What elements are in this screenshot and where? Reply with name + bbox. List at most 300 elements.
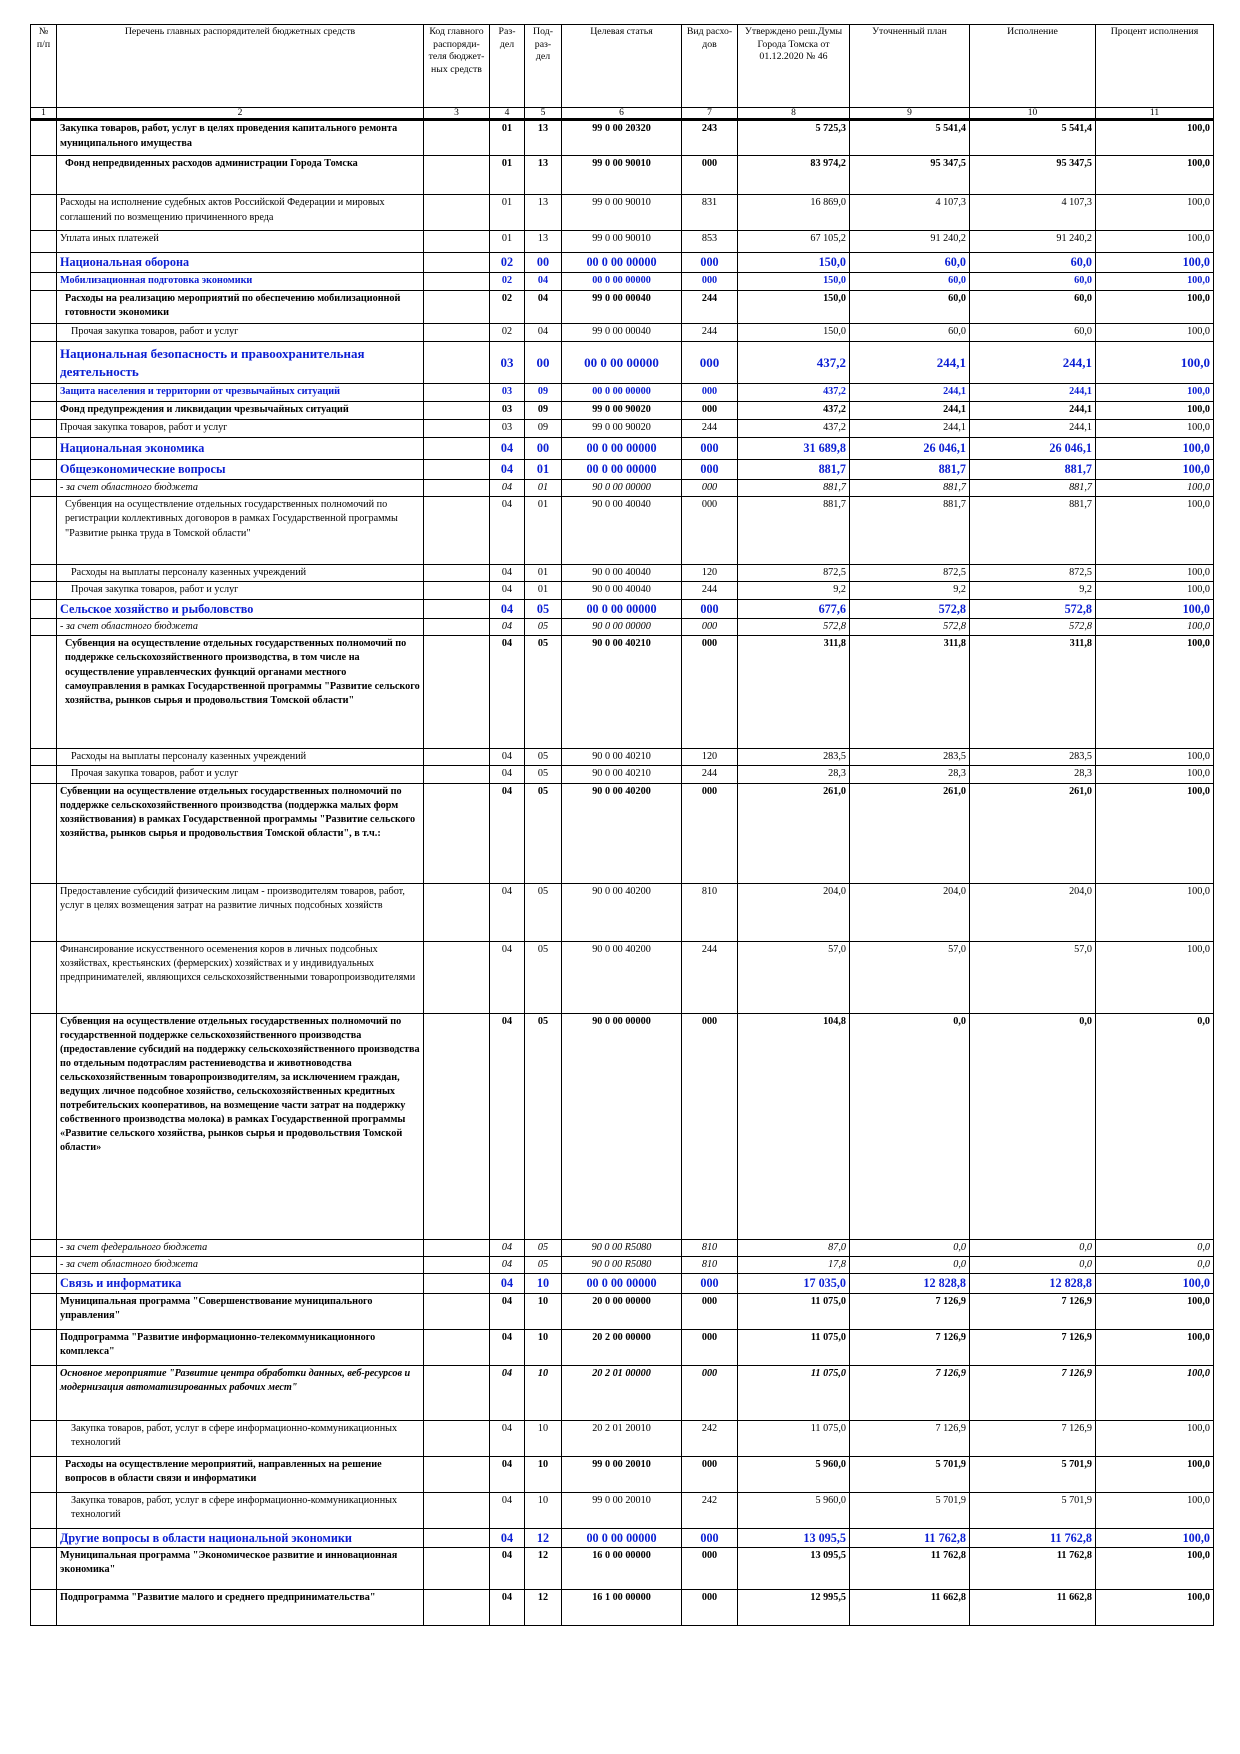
table-row [31, 883, 1214, 941]
cell-plan: 7 126,9 [850, 1365, 970, 1420]
cell-num [31, 749, 57, 766]
table-row [31, 941, 1214, 1013]
cell-execution: 0,0 [970, 1256, 1096, 1273]
cell-podrazdel: 05 [525, 619, 562, 636]
cell-percent: 100,0 [1096, 480, 1214, 497]
cell-approved: 437,2 [738, 402, 850, 420]
cell-percent: 100,0 [1096, 636, 1214, 749]
col-number: 9 [850, 108, 970, 120]
cell-name: Национальная экономика [57, 438, 424, 460]
cell-name: Прочая закупка товаров, работ и услуг [57, 324, 424, 342]
cell-razdel: 04 [490, 1013, 525, 1239]
cell-code [424, 1456, 490, 1492]
cell-code [424, 1293, 490, 1329]
cell-approved: 5 725,3 [738, 120, 850, 156]
cell-plan: 5 701,9 [850, 1456, 970, 1492]
table-row [31, 749, 1214, 766]
cell-expense-type: 000 [682, 1548, 738, 1590]
cell-percent: 100,0 [1096, 253, 1214, 273]
table-row [31, 1590, 1214, 1626]
cell-num [31, 253, 57, 273]
cell-plan: 12 828,8 [850, 1273, 970, 1293]
cell-execution: 244,1 [970, 384, 1096, 402]
cell-approved: 67 105,2 [738, 231, 850, 253]
cell-plan: 283,5 [850, 749, 970, 766]
col-number: 10 [970, 108, 1096, 120]
cell-code [424, 582, 490, 599]
cell-code [424, 1329, 490, 1365]
cell-name: Сельское хозяйство и рыболовство [57, 599, 424, 619]
cell-num [31, 324, 57, 342]
cell-percent: 100,0 [1096, 1293, 1214, 1329]
cell-execution: 57,0 [970, 941, 1096, 1013]
cell-code [424, 636, 490, 749]
cell-plan: 4 107,3 [850, 195, 970, 231]
cell-execution: 7 126,9 [970, 1420, 1096, 1456]
cell-approved: 87,0 [738, 1239, 850, 1256]
cell-expense-type: 242 [682, 1492, 738, 1528]
cell-approved: 881,7 [738, 460, 850, 480]
cell-num [31, 1273, 57, 1293]
cell-num [31, 291, 57, 324]
cell-podrazdel: 10 [525, 1365, 562, 1420]
cell-percent: 100,0 [1096, 1590, 1214, 1626]
cell-razdel: 04 [490, 497, 525, 565]
cell-plan: 0,0 [850, 1013, 970, 1239]
cell-approved: 16 869,0 [738, 195, 850, 231]
table-row [31, 438, 1214, 460]
cell-podrazdel: 00 [525, 253, 562, 273]
cell-percent: 100,0 [1096, 1492, 1214, 1528]
cell-name: Прочая закупка товаров, работ и услуг [57, 766, 424, 783]
cell-percent: 0,0 [1096, 1013, 1214, 1239]
cell-execution: 881,7 [970, 497, 1096, 565]
cell-approved: 13 095,5 [738, 1548, 850, 1590]
cell-num [31, 1256, 57, 1273]
cell-code [424, 402, 490, 420]
cell-code [424, 599, 490, 619]
cell-plan: 881,7 [850, 480, 970, 497]
cell-percent: 100,0 [1096, 1456, 1214, 1492]
cell-approved: 57,0 [738, 941, 850, 1013]
cell-code [424, 941, 490, 1013]
cell-code [424, 1590, 490, 1626]
cell-approved: 31 689,8 [738, 438, 850, 460]
col-header-expense-type: Вид расхо-дов [682, 25, 738, 108]
cell-num [31, 766, 57, 783]
table-row [31, 1293, 1214, 1329]
cell-name: Связь и информатика [57, 1273, 424, 1293]
cell-num [31, 1456, 57, 1492]
cell-execution: 5 701,9 [970, 1492, 1096, 1528]
cell-podrazdel: 05 [525, 636, 562, 749]
cell-podrazdel: 05 [525, 783, 562, 883]
col-header-approved: Утверждено реш.Думы Города Томска от 01.12.2020 № 46 [738, 25, 850, 108]
cell-expense-type: 810 [682, 883, 738, 941]
cell-num [31, 599, 57, 619]
table-row [31, 1420, 1214, 1456]
cell-percent: 100,0 [1096, 599, 1214, 619]
cell-razdel: 04 [490, 1293, 525, 1329]
cell-razdel: 04 [490, 783, 525, 883]
cell-target-article: 20 2 01 00000 [562, 1365, 682, 1420]
cell-code [424, 324, 490, 342]
cell-target-article: 99 0 00 20010 [562, 1492, 682, 1528]
table-row [31, 253, 1214, 273]
cell-name: - за счет областного бюджета [57, 480, 424, 497]
cell-target-article: 99 0 00 90020 [562, 402, 682, 420]
cell-approved: 17,8 [738, 1256, 850, 1273]
cell-percent: 100,0 [1096, 324, 1214, 342]
cell-razdel: 02 [490, 324, 525, 342]
cell-name: Субвенция на осуществление отдельных государственных полномочий по государственной поддержке сельскохозяйственного производства (предоставление субсидий на поддержку сельскохозяйственного производства по отдельным подотраслям растениеводства и животноводства сельскохозяйственным товаропроизводителям, за исключением граждан, ведущих личное подсобное хозяйство, сельскохозяйственных кредитных потребительских кооперативов, на возмещение части затрат на поддержку собственного производства молока) в рамках Государственной программы «Развитие сельского хозяйства, рынков сырья и продовольствия Томской области» [57, 1013, 424, 1239]
cell-percent: 100,0 [1096, 420, 1214, 438]
cell-target-article: 99 0 00 00040 [562, 291, 682, 324]
cell-expense-type: 000 [682, 480, 738, 497]
cell-plan: 60,0 [850, 273, 970, 291]
cell-plan: 11 762,8 [850, 1548, 970, 1590]
cell-expense-type: 000 [682, 1365, 738, 1420]
cell-podrazdel: 01 [525, 565, 562, 582]
cell-razdel: 03 [490, 402, 525, 420]
budget-execution-table [30, 24, 1214, 1626]
cell-target-article: 90 0 00 40200 [562, 941, 682, 1013]
table-row [31, 273, 1214, 291]
cell-expense-type: 000 [682, 402, 738, 420]
cell-podrazdel: 12 [525, 1548, 562, 1590]
cell-num [31, 941, 57, 1013]
cell-percent: 100,0 [1096, 619, 1214, 636]
cell-target-article: 00 0 00 00000 [562, 599, 682, 619]
table-body [31, 120, 1214, 1626]
col-number: 3 [424, 108, 490, 120]
cell-approved: 11 075,0 [738, 1329, 850, 1365]
cell-target-article: 90 0 00 00000 [562, 480, 682, 497]
cell-percent: 100,0 [1096, 1365, 1214, 1420]
cell-num [31, 1329, 57, 1365]
cell-plan: 311,8 [850, 636, 970, 749]
cell-execution: 11 762,8 [970, 1528, 1096, 1548]
cell-podrazdel: 10 [525, 1420, 562, 1456]
cell-expense-type: 000 [682, 1013, 738, 1239]
cell-name: Прочая закупка товаров, работ и услуг [57, 582, 424, 599]
cell-target-article: 99 0 00 90010 [562, 195, 682, 231]
cell-razdel: 04 [490, 1256, 525, 1273]
cell-code [424, 195, 490, 231]
cell-percent: 100,0 [1096, 384, 1214, 402]
cell-approved: 150,0 [738, 324, 850, 342]
cell-execution: 0,0 [970, 1239, 1096, 1256]
cell-num [31, 195, 57, 231]
cell-num [31, 565, 57, 582]
table-row [31, 766, 1214, 783]
table-row [31, 1365, 1214, 1420]
cell-execution: 60,0 [970, 291, 1096, 324]
cell-approved: 12 995,5 [738, 1590, 850, 1626]
cell-execution: 4 107,3 [970, 195, 1096, 231]
cell-code [424, 438, 490, 460]
cell-execution: 283,5 [970, 749, 1096, 766]
cell-percent: 100,0 [1096, 273, 1214, 291]
cell-plan: 11 762,8 [850, 1528, 970, 1548]
cell-execution: 60,0 [970, 253, 1096, 273]
cell-code [424, 253, 490, 273]
cell-code [424, 883, 490, 941]
cell-code [424, 619, 490, 636]
table-row [31, 324, 1214, 342]
cell-plan: 881,7 [850, 497, 970, 565]
cell-plan: 572,8 [850, 619, 970, 636]
cell-razdel: 04 [490, 1548, 525, 1590]
cell-num [31, 1420, 57, 1456]
cell-razdel: 03 [490, 420, 525, 438]
cell-approved: 150,0 [738, 273, 850, 291]
cell-num [31, 1239, 57, 1256]
table-row [31, 1492, 1214, 1528]
cell-percent: 100,0 [1096, 1548, 1214, 1590]
cell-percent: 100,0 [1096, 120, 1214, 156]
cell-expense-type: 244 [682, 324, 738, 342]
cell-percent: 100,0 [1096, 1329, 1214, 1365]
cell-podrazdel: 12 [525, 1528, 562, 1548]
cell-execution: 9,2 [970, 582, 1096, 599]
cell-expense-type: 244 [682, 766, 738, 783]
cell-expense-type: 000 [682, 497, 738, 565]
cell-name: Расходы на реализацию мероприятий по обеспечению мобилизационной готовности экономики [57, 291, 424, 324]
cell-name: Защита населения и территории от чрезвычайных ситуаций [57, 384, 424, 402]
cell-execution: 572,8 [970, 619, 1096, 636]
cell-percent: 100,0 [1096, 497, 1214, 565]
cell-code [424, 342, 490, 384]
cell-code [424, 565, 490, 582]
cell-code [424, 460, 490, 480]
cell-approved: 83 974,2 [738, 156, 850, 195]
cell-num [31, 231, 57, 253]
cell-name: Закупка товаров, работ, услуг в сфере информационно-коммуникационных технологий [57, 1420, 424, 1456]
cell-num [31, 438, 57, 460]
cell-expense-type: 000 [682, 273, 738, 291]
cell-execution: 28,3 [970, 766, 1096, 783]
table-row [31, 384, 1214, 402]
table-row [31, 582, 1214, 599]
cell-expense-type: 000 [682, 599, 738, 619]
cell-target-article: 99 0 00 00040 [562, 324, 682, 342]
cell-percent: 100,0 [1096, 582, 1214, 599]
cell-podrazdel: 01 [525, 582, 562, 599]
cell-expense-type: 000 [682, 1329, 738, 1365]
cell-expense-type: 810 [682, 1256, 738, 1273]
cell-percent: 100,0 [1096, 749, 1214, 766]
cell-plan: 872,5 [850, 565, 970, 582]
table-row [31, 1456, 1214, 1492]
cell-execution: 5 541,4 [970, 120, 1096, 156]
cell-percent: 100,0 [1096, 195, 1214, 231]
cell-plan: 0,0 [850, 1256, 970, 1273]
cell-target-article: 90 0 00 40210 [562, 766, 682, 783]
table-row [31, 342, 1214, 384]
cell-execution: 872,5 [970, 565, 1096, 582]
col-header-percent: Процент исполнения [1096, 25, 1214, 108]
cell-target-article: 00 0 00 00000 [562, 342, 682, 384]
table-row [31, 619, 1214, 636]
cell-percent: 100,0 [1096, 565, 1214, 582]
cell-target-article: 90 0 00 40200 [562, 783, 682, 883]
cell-podrazdel: 05 [525, 883, 562, 941]
cell-num [31, 497, 57, 565]
cell-code [424, 766, 490, 783]
cell-expense-type: 244 [682, 941, 738, 1013]
cell-razdel: 04 [490, 565, 525, 582]
cell-name: Субвенция на осуществление отдельных государственных полномочий по поддержке сельскохозяйственного производства, в том числе на осуществление управленческих функций органами местного самоуправления в рамках Государственной программы "Развитие сельского хозяйства, рынков сырья и продовольствия Томской области" [57, 636, 424, 749]
cell-razdel: 01 [490, 195, 525, 231]
cell-podrazdel: 09 [525, 384, 562, 402]
cell-plan: 572,8 [850, 599, 970, 619]
cell-razdel: 02 [490, 291, 525, 324]
cell-plan: 60,0 [850, 324, 970, 342]
col-number: 6 [562, 108, 682, 120]
column-number-row [31, 108, 1214, 120]
cell-razdel: 04 [490, 1456, 525, 1492]
cell-plan: 881,7 [850, 460, 970, 480]
cell-razdel: 04 [490, 1239, 525, 1256]
cell-percent: 100,0 [1096, 402, 1214, 420]
cell-target-article: 20 2 01 20010 [562, 1420, 682, 1456]
cell-execution: 7 126,9 [970, 1293, 1096, 1329]
cell-approved: 104,8 [738, 1013, 850, 1239]
table-row [31, 460, 1214, 480]
cell-percent: 100,0 [1096, 941, 1214, 1013]
table-row [31, 1528, 1214, 1548]
cell-razdel: 02 [490, 273, 525, 291]
cell-percent: 100,0 [1096, 291, 1214, 324]
cell-num [31, 619, 57, 636]
cell-podrazdel: 01 [525, 480, 562, 497]
cell-code [424, 1273, 490, 1293]
cell-razdel: 01 [490, 156, 525, 195]
cell-plan: 7 126,9 [850, 1329, 970, 1365]
cell-approved: 881,7 [738, 497, 850, 565]
cell-plan: 5 701,9 [850, 1492, 970, 1528]
table-row [31, 480, 1214, 497]
cell-podrazdel: 13 [525, 120, 562, 156]
cell-expense-type: 242 [682, 1420, 738, 1456]
cell-plan: 95 347,5 [850, 156, 970, 195]
cell-name: Фонд предупреждения и ликвидации чрезвычайных ситуаций [57, 402, 424, 420]
cell-razdel: 03 [490, 342, 525, 384]
cell-target-article: 90 0 00 00000 [562, 1013, 682, 1239]
cell-target-article: 90 0 00 40040 [562, 582, 682, 599]
cell-name: Расходы на выплаты персоналу казенных учреждений [57, 749, 424, 766]
cell-percent: 100,0 [1096, 438, 1214, 460]
cell-num [31, 480, 57, 497]
cell-percent: 100,0 [1096, 231, 1214, 253]
cell-name: Уплата иных платежей [57, 231, 424, 253]
cell-target-article: 99 0 00 90020 [562, 420, 682, 438]
cell-name: Расходы на исполнение судебных актов Российской Федерации и мировых соглашений по возмещению причиненного вреда [57, 195, 424, 231]
cell-target-article: 99 0 00 20010 [562, 1456, 682, 1492]
cell-name: Расходы на выплаты персоналу казенных учреждений [57, 565, 424, 582]
cell-expense-type: 000 [682, 636, 738, 749]
cell-razdel: 04 [490, 619, 525, 636]
cell-name: Общеэкономические вопросы [57, 460, 424, 480]
cell-approved: 28,3 [738, 766, 850, 783]
cell-execution: 244,1 [970, 402, 1096, 420]
col-header-target-article: Целевая статья [562, 25, 682, 108]
cell-plan: 5 541,4 [850, 120, 970, 156]
cell-approved: 872,5 [738, 565, 850, 582]
cell-name: - за счет областного бюджета [57, 1256, 424, 1273]
table-row [31, 156, 1214, 195]
cell-plan: 204,0 [850, 883, 970, 941]
cell-razdel: 04 [490, 1590, 525, 1626]
cell-code [424, 749, 490, 766]
cell-target-article: 20 2 00 00000 [562, 1329, 682, 1365]
cell-percent: 100,0 [1096, 156, 1214, 195]
cell-num [31, 460, 57, 480]
table-row [31, 195, 1214, 231]
cell-podrazdel: 10 [525, 1329, 562, 1365]
cell-expense-type: 244 [682, 420, 738, 438]
col-number: 11 [1096, 108, 1214, 120]
cell-target-article: 99 0 00 20320 [562, 120, 682, 156]
cell-target-article: 90 0 00 40210 [562, 749, 682, 766]
cell-target-article: 00 0 00 00000 [562, 1273, 682, 1293]
cell-code [424, 1239, 490, 1256]
cell-expense-type: 000 [682, 384, 738, 402]
cell-podrazdel: 09 [525, 402, 562, 420]
cell-target-article: 00 0 00 00000 [562, 460, 682, 480]
cell-code [424, 231, 490, 253]
cell-execution: 7 126,9 [970, 1329, 1096, 1365]
cell-execution: 881,7 [970, 460, 1096, 480]
cell-execution: 244,1 [970, 420, 1096, 438]
header-row [31, 25, 1214, 108]
cell-approved: 677,6 [738, 599, 850, 619]
table-row [31, 636, 1214, 749]
cell-num [31, 883, 57, 941]
cell-expense-type: 000 [682, 1293, 738, 1329]
cell-razdel: 04 [490, 636, 525, 749]
cell-plan: 244,1 [850, 384, 970, 402]
cell-approved: 11 075,0 [738, 1420, 850, 1456]
cell-podrazdel: 05 [525, 1239, 562, 1256]
cell-razdel: 04 [490, 941, 525, 1013]
cell-execution: 12 828,8 [970, 1273, 1096, 1293]
cell-target-article: 00 0 00 00000 [562, 438, 682, 460]
cell-approved: 572,8 [738, 619, 850, 636]
cell-expense-type: 120 [682, 565, 738, 582]
cell-expense-type: 000 [682, 253, 738, 273]
cell-execution: 881,7 [970, 480, 1096, 497]
table-row [31, 599, 1214, 619]
table-row [31, 120, 1214, 156]
cell-podrazdel: 04 [525, 273, 562, 291]
cell-name: Расходы на осуществление мероприятий, направленных на решение вопросов в области связи и информатики [57, 1456, 424, 1492]
col-number: 2 [57, 108, 424, 120]
cell-plan: 60,0 [850, 253, 970, 273]
cell-plan: 244,1 [850, 402, 970, 420]
cell-plan: 60,0 [850, 291, 970, 324]
cell-razdel: 03 [490, 384, 525, 402]
cell-expense-type: 000 [682, 1273, 738, 1293]
cell-expense-type: 000 [682, 1456, 738, 1492]
cell-code [424, 497, 490, 565]
cell-expense-type: 000 [682, 783, 738, 883]
cell-plan: 26 046,1 [850, 438, 970, 460]
cell-code [424, 783, 490, 883]
cell-podrazdel: 10 [525, 1456, 562, 1492]
cell-podrazdel: 13 [525, 195, 562, 231]
